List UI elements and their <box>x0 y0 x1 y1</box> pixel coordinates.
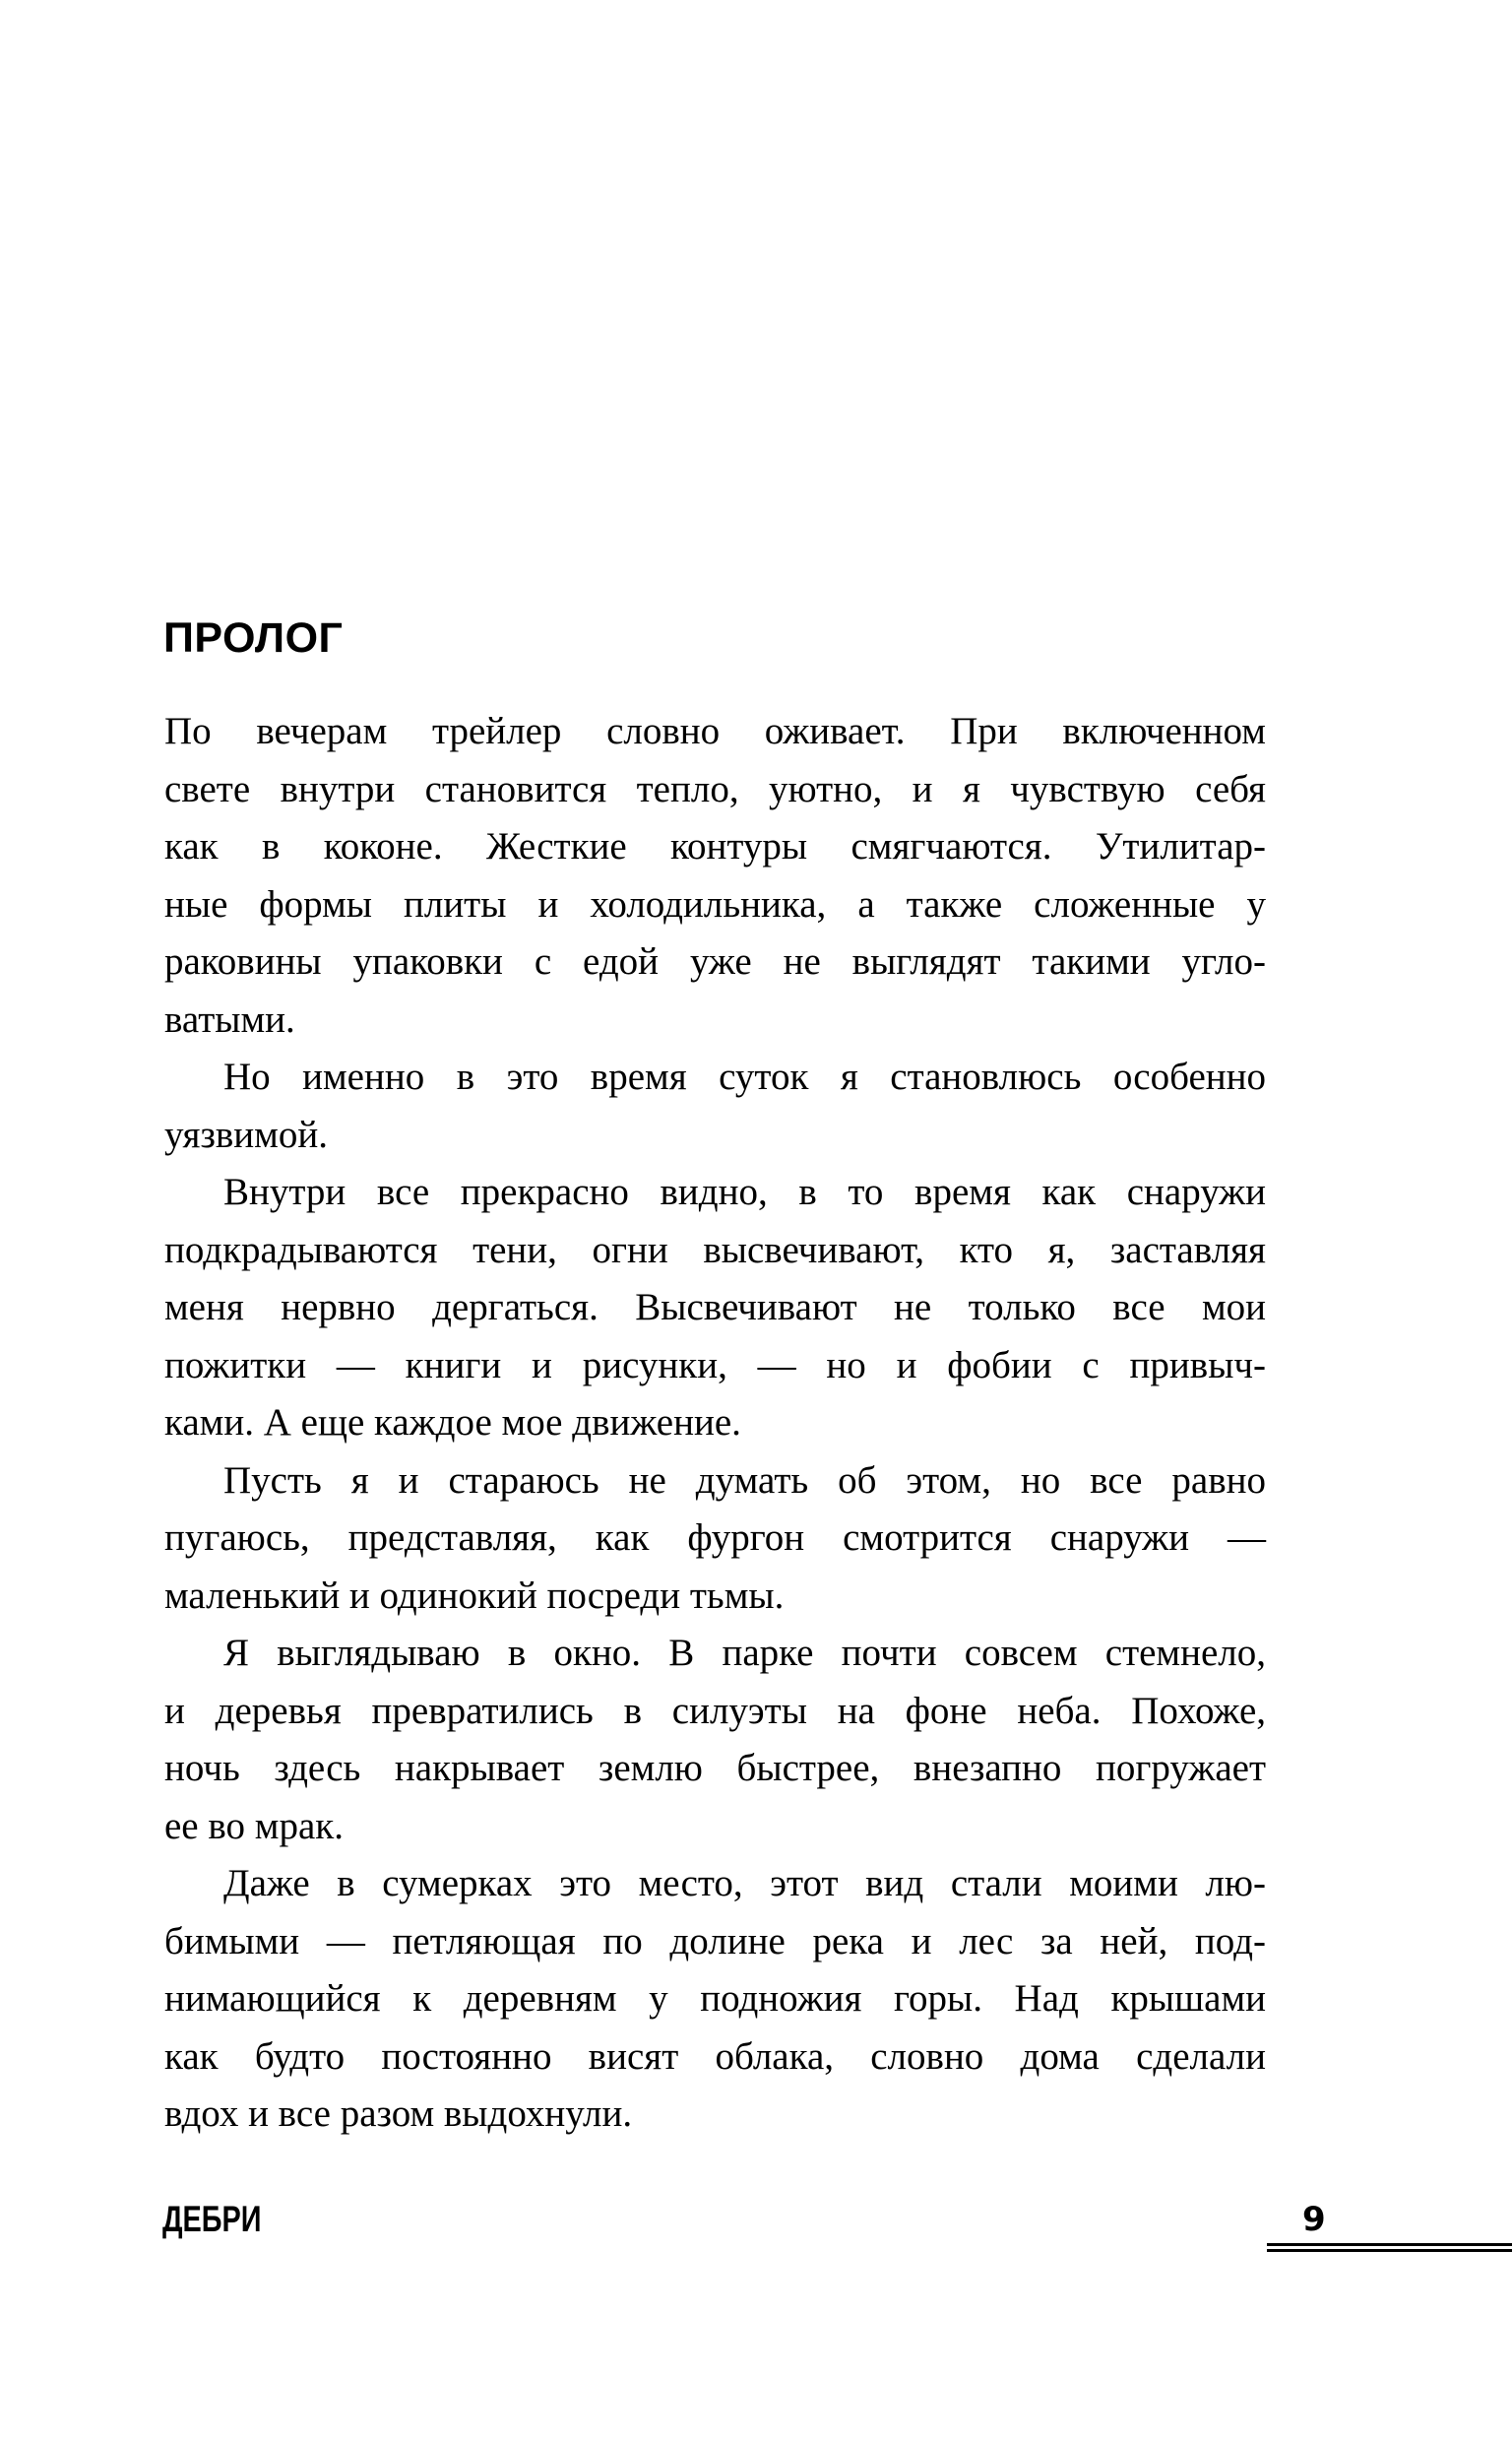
text-line: бимыми — петляющая по долине река и лес за ней, под- <box>164 1919 1266 1962</box>
text-line: Даже в сумерках это место, этот вид стали моими лю- <box>223 1862 1266 1904</box>
text-line: раковины упаковки с едой уже не выглядят такими угло- <box>164 940 1266 983</box>
text-line: как в коконе. Жесткие контуры смягчаются. Утилитар- <box>164 825 1266 868</box>
text-line: вдох и все разом выдохнули. <box>164 2092 633 2135</box>
text-line: нимающийся к деревням у подножия горы. Над крышами <box>164 1977 1266 2020</box>
text-line: Внутри все прекрасно видно, в то время как снаружи <box>223 1171 1266 1213</box>
running-footer-book-title: ДЕБРИ <box>162 2199 262 2239</box>
page-number: 9 <box>1302 2200 1326 2239</box>
text-line: ками. А еще каждое мое движение. <box>164 1401 741 1444</box>
text-line: ные формы плиты и холодильника, а также сложенные у <box>164 882 1266 926</box>
footer-rule-top <box>1267 2243 1512 2246</box>
text-line: меня нервно дергаться. Высвечивают не только все мои <box>164 1286 1266 1328</box>
text-line: уязвимой. <box>164 1113 328 1156</box>
text-line: По вечерам трейлер словно оживает. При включенном <box>164 710 1266 752</box>
text-line: Но именно в это время суток я становлюсь особенно <box>223 1056 1266 1098</box>
text-line: Я выглядываю в окно. В парке почти совсем стемнело, <box>223 1632 1266 1674</box>
text-line: пожитки — книги и рисунки, — но и фобии с привыч- <box>164 1343 1266 1386</box>
text-line: пугаюсь, представляя, как фургон смотрится снаружи — <box>164 1516 1266 1559</box>
text-line: Пусть я и стараюсь не думать об этом, но все равно <box>223 1458 1266 1502</box>
text-line: как будто постоянно висят облака, словно дома сделали <box>164 2034 1266 2078</box>
text-line: подкрадываются тени, огни высвечивают, кто я, заставляя <box>164 1228 1266 1271</box>
text-line: свете внутри становится тепло, уютно, и я чувствую себя <box>164 767 1266 810</box>
text-line: ватыми. <box>164 997 295 1041</box>
text-line: ее во мрак. <box>164 1804 344 1847</box>
text-line: маленький и одинокий посреди тьмы. <box>164 1574 785 1617</box>
chapter-title: ПРОЛОГ <box>163 614 344 662</box>
text-line: ночь здесь накрывает землю быстрее, внезапно погружает <box>164 1747 1266 1789</box>
text-line: и деревья превратились в силуэты на фоне неба. Похоже, <box>164 1689 1266 1732</box>
footer-rule-bottom <box>1267 2249 1512 2252</box>
chapter-body-text <box>164 703 1266 2144</box>
